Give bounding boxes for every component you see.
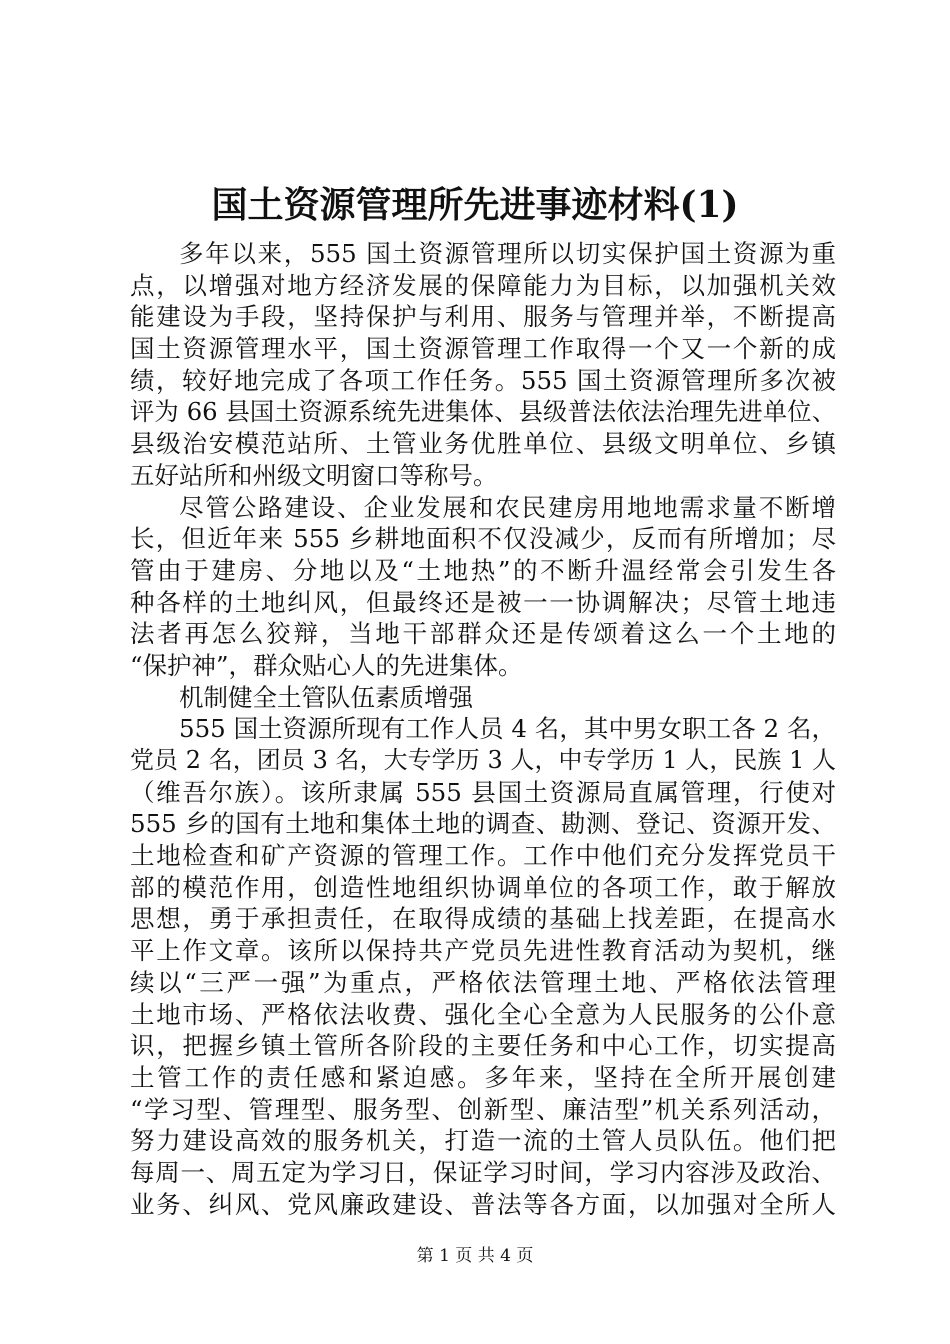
page-footer: 第 1 页 共 4 页 (416, 1246, 534, 1266)
text-line: 部的模范作用，创造性地组织协调单位的各项工作，敢于解放 (130, 872, 836, 902)
text-line: 努力建设高效的服务机关，打造一流的土管人员队伍。他们把 (130, 1126, 836, 1156)
text-line: 种各样的土地纠风，但最终还是被一一协调解决；尽管土地违 (130, 587, 836, 617)
text-line: 能建设为手段，坚持保护与利用、服务与管理并举，不断提高 (130, 302, 836, 332)
text-line: 五好站所和州级文明窗口等称号。 (130, 460, 498, 490)
text-line: 思想，勇于承担责任，在取得成绩的基础上找差距，在提高水 (130, 904, 836, 934)
text-line: “学习型、管理型、服务型、创新型、廉洁型”机关系列活动， (130, 1094, 836, 1124)
text-line: 法者再怎么狡辩，当地干部群众还是传颂着这么一个土地的 (130, 619, 836, 649)
text-line: 县级治安模范站所、土管业务优胜单位、县级文明单位、乡镇 (130, 429, 836, 459)
text-line: 续以“三严一强”为重点，严格依法管理土地、严格依法管理 (130, 967, 836, 997)
text-line: 土管工作的责任感和紧迫感。多年来，坚持在全所开展创建 (130, 1062, 836, 1092)
document-title: 国土资源管理所先进事迹材料(1) (211, 184, 739, 226)
text-line: 尽管公路建设、企业发展和农民建房用地地需求量不断增 (179, 492, 836, 522)
text-line: 长，但近年来 555 乡耕地面积不仅没减少，反而有所增加；尽 (130, 524, 836, 554)
document-body (130, 238, 836, 1220)
text-line: 党员 2 名，团员 3 名，大专学历 3 人，中专学历 1 人，民族 1 人 (130, 746, 836, 774)
text-line: 555 乡的国有土地和集体土地的调查、勘测、登记、资源开发、 (130, 809, 836, 839)
text-line: 点，以增强对地方经济发展的保障能力为目标，以加强机关效 (130, 270, 836, 300)
text-line: 国土资源管理水平，国土资源管理工作取得一个又一个新的成 (130, 334, 836, 364)
text-line: 每周一、周五定为学习日，保证学习时间，学习内容涉及政治、 (130, 1157, 836, 1187)
text-line: 平上作文章。该所以保持共产党员先进性教育活动为契机，继 (130, 936, 836, 966)
text-line: 土地市场、严格依法收费、强化全心全意为人民服务的公仆意 (130, 999, 836, 1029)
text-line: （维吾尔族）。该所隶属 555 县国土资源局直属管理，行使对 (130, 777, 836, 807)
text-line: 识，把握乡镇土管所各阶段的主要任务和中心工作，切实提高 (130, 1031, 836, 1061)
text-line: “保护神”，群众贴心人的先进集体。 (130, 650, 523, 680)
text-line: 多年以来，555 国土资源管理所以切实保护国土资源为重 (179, 239, 836, 268)
text-line: 555 国土资源所现有工作人员 4 名，其中男女职工各 2 名， (179, 714, 836, 744)
text-line: 管由于建房、分地以及“土地热”的不断升温经常会引发生各 (130, 555, 836, 585)
text-line: 业务、纠风、党风廉政建设、普法等各方面，以加强对全所人 (130, 1189, 836, 1219)
text-line: 绩，较好地完成了各项工作任务。555 国土资源管理所多次被 (130, 365, 836, 395)
text-line: 土地检查和矿产资源的管理工作。工作中他们充分发挥党员干 (130, 841, 836, 871)
text-line: 评为 66 县国土资源系统先进集体、县级普法依法治理先进单位、 (130, 397, 836, 427)
text-line: 机制健全土管队伍素质增强 (179, 682, 473, 712)
